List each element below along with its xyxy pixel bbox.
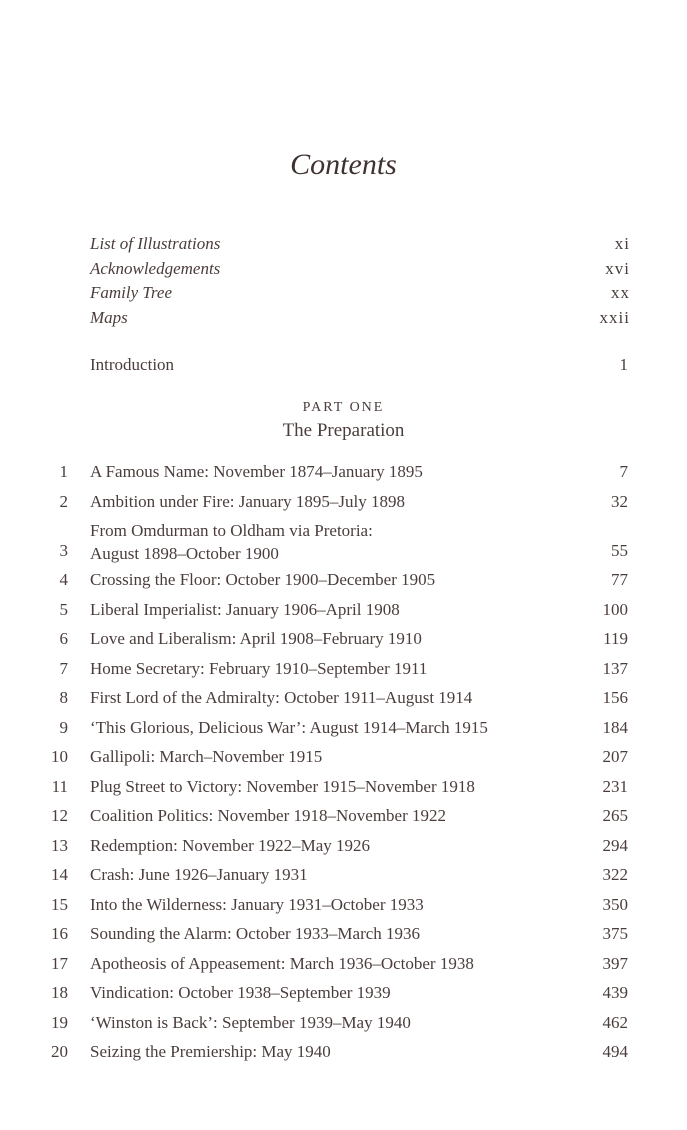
chapter-title: ‘This Glorious, Delicious War’: August 1914–March 1915 [90,717,488,737]
chapter-number: 4 [59,570,68,589]
chapter-title: Love and Liberalism: April 1908–February 1910 [90,629,422,648]
chapter-entry [40,742,628,772]
chapter-page: 494 [602,1042,628,1061]
chapter-page: 375 [602,924,628,943]
front-matter-list [90,232,630,330]
chapter-number: 5 [59,599,68,619]
chapter-entry [40,683,628,713]
chapter-entry [40,516,628,565]
toc-entry [90,257,630,282]
chapter-entry [40,1037,628,1067]
chapter-entry [40,595,628,625]
chapter-entry [40,919,628,949]
chapter-title: Coalition Politics: November 1918–November 1922 [90,806,447,825]
toc-entry-introduction [90,353,628,377]
chapter-page: 77 [611,570,628,589]
page-title: Contents [290,148,397,181]
chapter-number: 15 [51,894,68,914]
chapter-title: Sounding the Alarm: October 1933–March 1936 [90,924,421,943]
chapter-number: 20 [51,1042,68,1061]
chapter-title: Crash: June 1926–January 1931 [90,865,308,884]
chapter-entry [40,457,628,487]
chapter-entry [40,487,628,517]
chapter-title: A Famous Name: November 1874–January 1895 [90,462,423,481]
chapter-title: Vindication: October 1938–September 1939 [90,983,391,1002]
chapter-page: 7 [619,462,628,481]
chapter-page: 294 [602,835,628,855]
chapter-page: 439 [602,983,628,1002]
chapter-page: 137 [602,658,628,678]
chapter-number: 8 [59,688,68,707]
chapter-number: 17 [51,953,68,973]
chapter-number: 12 [51,806,68,825]
chapter-entry [40,624,628,654]
chapter-page: 184 [602,717,628,737]
part-title: The Preparation [282,420,405,441]
chapter-page: 462 [602,1012,628,1032]
chapter-number: 19 [51,1012,68,1032]
chapter-entry [40,772,628,802]
chapter-page: 119 [603,629,628,648]
chapter-title-line: From Omdurman to Oldham via Pretoria: [90,521,373,540]
chapter-number: 13 [51,835,68,855]
chapter-number: 3 [59,540,68,560]
chapter-title: Into the Wilderness: January 1931–October 1933 [90,894,424,914]
chapter-entry [40,890,628,920]
toc-entry [90,232,630,257]
entry-page: xi [614,234,630,253]
chapter-number: 10 [51,747,68,766]
entry-page: xvi [605,258,630,278]
chapter-entry [40,831,628,861]
chapter-page: 55 [611,540,628,560]
chapter-page: 156 [602,688,628,707]
chapter-number: 16 [51,924,68,943]
chapter-page: 32 [611,491,628,511]
chapter-title: Ambition under Fire: January 1895–July 1898 [90,491,405,511]
chapter-entry [40,860,628,890]
entry-title: Acknowledgements [90,258,221,278]
chapter-number: 9 [59,717,68,737]
entry-page: xx [611,283,630,303]
chapter-page: 397 [602,953,628,973]
chapter-title: Crossing the Floor: October 1900–December 1905 [90,570,436,589]
chapter-entry [40,565,628,595]
toc-entry [90,281,630,306]
chapter-page: 207 [602,747,628,766]
chapter-number: 18 [51,983,68,1002]
entry-page: 1 [619,355,628,374]
chapter-number: 1 [59,462,68,481]
entry-title: Maps [90,307,128,327]
chapter-title: Plug Street to Victory: November 1915–November 1918 [90,776,475,796]
chapter-title [90,516,568,565]
chapter-title: ‘Winston is Back’: September 1939–May 1940 [90,1012,411,1032]
chapter-title: Redemption: November 1922–May 1926 [90,835,370,855]
chapter-title: Gallipoli: March–November 1915 [90,747,323,766]
chapter-entry [40,801,628,831]
chapter-page: 322 [602,865,628,884]
chapter-entry [40,978,628,1008]
chapter-title-line: August 1898–October 1900 [90,544,279,563]
entry-page: xxii [599,307,630,327]
chapter-title: Seizing the Premiership: May 1940 [90,1042,331,1061]
part-label: PART ONE [302,400,385,415]
chapter-page: 100 [602,599,628,619]
toc-entry [90,306,630,331]
chapter-page: 231 [602,776,628,796]
chapter-number: 14 [51,865,68,884]
chapter-title: Home Secretary: February 1910–September 1911 [90,658,428,678]
entry-title: Family Tree [90,283,172,303]
chapter-number: 11 [51,776,68,796]
chapter-number: 6 [59,629,68,648]
chapter-page: 350 [602,894,628,914]
chapter-entry [40,654,628,684]
chapter-entry [40,1008,628,1038]
chapter-page: 265 [602,806,628,825]
entry-title: List of Illustrations [90,234,221,253]
chapter-entry [40,713,628,743]
chapter-number: 2 [59,491,68,511]
chapter-title: Apotheosis of Appeasement: March 1936–October 1938 [90,953,474,973]
chapter-number: 7 [59,658,68,678]
chapter-title: First Lord of the Admiralty: October 1911–August 1914 [90,688,473,707]
chapter-title: Liberal Imperialist: January 1906–April 1908 [90,599,400,619]
chapter-entry [40,949,628,979]
chapter-list [40,457,628,1067]
entry-title: Introduction [90,355,175,374]
